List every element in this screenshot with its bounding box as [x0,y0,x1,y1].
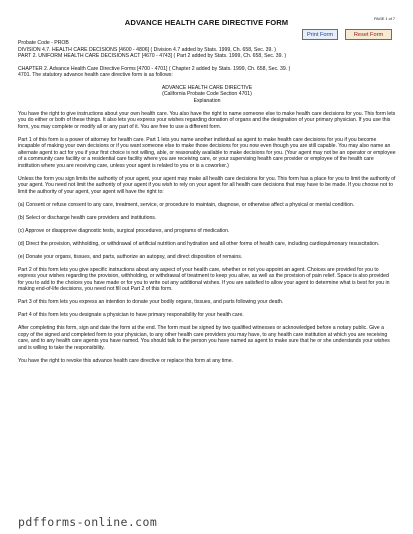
list-item-e: (e) Donate your organs, tissues, and parts, authorize an autopsy, and direct disposition of remains. [18,253,243,260]
site-watermark: pdfforms-online.com [18,515,158,529]
division-line: DIVISION 4.7. HEALTH CARE DECISIONS [4600 - 4806] ( Division 4.7 added by Stats. 1999, Ch. 658, Sec. 39. ) [18,46,276,53]
paragraph-agent-authority: Unless the form you sign limits the authority of your agent, your agent may make all health care decisions for you. This form has a place for you to limit the authority of your agent. You need not limit the authority of your agent if you wish to rely on your agent for all health care decisions that may have to be made. If you choose not to limit the authority of your agent, your agent will have the right to: [18,175,396,195]
paragraph-part2: Part 2 of this form lets you give specific instructions about any aspect of your health care, whether or not you appoint an agent. Choices are provided for you to express your wishes regarding the provision, withholding, or withdrawal of treatment to keep you alive, as well as the provision of pain relief. Space is also provided for you to add to the choices you have made or for you to write out any additional wishes. If you are satisfied to allow your agent to determine what is best for you in making end-of-life decisions, you need not fill out Part 2 of this form. [18,266,390,292]
paragraph-revoke: You have the right to revoke this advance health care directive or replace this form at any time. [18,357,233,364]
chapter-line: CHAPTER 2. Advance Health Care Directive Forms [4700 - 4701] ( Chapter 2 added by Stats. 1999, Ch. 658, Sec. 39. ) [18,65,291,72]
paragraph-part3: Part 3 of this form lets you express an intention to donate your bodily organs, tissues, and parts following your death. [18,299,284,305]
paragraph-part4: Part 4 of this form lets you designate a physician to have primary responsibility for your health care. [18,312,244,318]
probate-code-line: Probate Code - PROB [18,40,69,46]
list-item-b: (b) Select or discharge health care providers and institutions. [18,214,157,221]
list-item-c: (c) Approve or disapprove diagnostic tests, surgical procedures, and programs of medication. [18,227,230,234]
directive-heading: ADVANCE HEALTH CARE DIRECTIVE [161,84,253,91]
directive-subheading: (California Probate Code Section 4701) [162,91,252,97]
paragraph-signing: After completing this form, sign and date the form at the end. The form must be signed by two qualified witnesses or acknowledged before a notary public. Give a copy of the signed and completed form to your physician, to any other health care providers you may have, to any health care institution at which you are receiving care, and to any health care agents you have named. You should talk to the person you have named as agent to make sure that he or she understands your wishes and is willing to take the responsibility. [18,325,390,351]
explanation-heading: Explanation [193,97,221,104]
paragraph-part1: Part 1 of this form is a power of attorney for health care. Part 1 lets you name another individual as agent to make health care decisions for you if you become incapable of making your own decisions or if you want someone else to make those decisions for you now even though you are still capable. You may also name an alternate agent to act for you if your first choice is not willing, able, or reasonably available to make decisions for you. (Your agent may not be an operator or employee of a community care facility or a residential care facility where you are receiving care, or your supervising health care provider or employee of the health care institution where you are receiving care, unless your agent is related to you or is a coworker.) [18,136,396,169]
paragraph-rights: You have the right to give instructions about your own health care. You also have the right to name someone else to make health care decisions for you. This form lets you do either or both of these things. It also lets you express your wishes regarding donation of organs and the designation of your primary physician. If you use this form, you may complete or modify all or any part of it. You are free to use a different form. [18,110,396,130]
print-form-button[interactable]: Print Form [302,29,338,40]
section-line: 4701. The statutory advance health care directive form is as follows: [18,72,173,78]
part-line: PART 2. UNIFORM HEALTH CARE DECISIONS ACT [4670 - 4743] ( Part 2 added by Stats. 1999, Ch. 658, Sec. 39. ) [18,53,287,59]
list-item-d: (d) Direct the provision, withholding, or withdrawal of artificial nutrition and hydration and all other forms of health care, including cardiopulmonary resuscitation. [18,240,380,247]
page-number: PAGE 1 of 7 [374,17,395,21]
form-title: ADVANCE HEALTH CARE DIRECTIVE FORM [124,18,289,27]
reset-form-button[interactable]: Reset Form [345,29,392,40]
list-item-a: (a) Consent or refuse consent to any care, treatment, service, or procedure to maintain, diagnose, or otherwise affect a physical or mental condition. [18,201,355,208]
form-body [18,40,396,364]
